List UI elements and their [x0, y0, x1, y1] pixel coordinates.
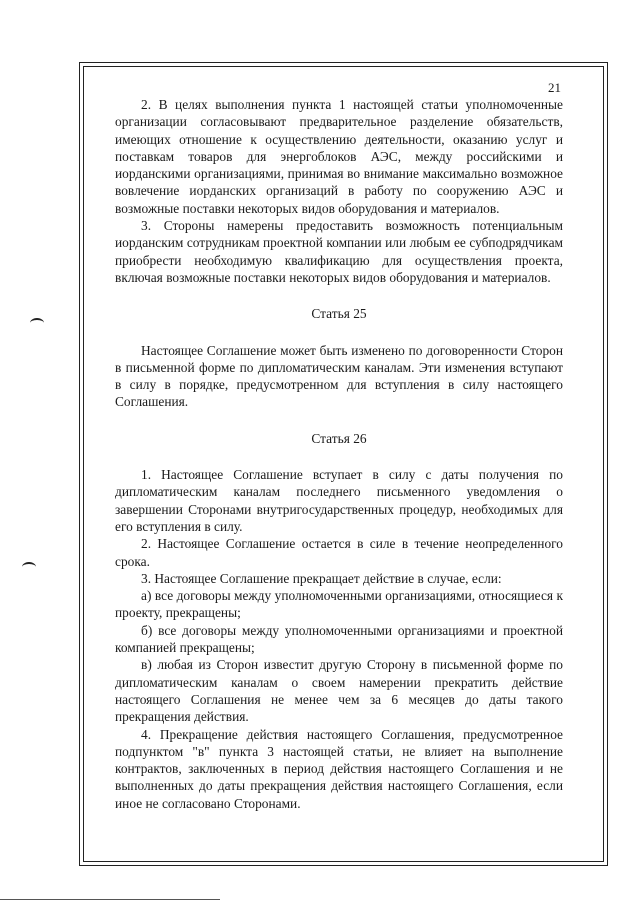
- paragraph: 3. Стороны намерены предоставить возможность потенциальным иорданским сотрудникам проектной компании или любым ее субподрядчикам приобрести необходимую квалификацию для осуществления проекта, включая возможные поставки некоторых видов оборудования и материалов.: [115, 218, 563, 285]
- paragraph: 2. Настоящее Соглашение остается в силе в течение неопределенного срока.: [115, 536, 563, 569]
- article-heading-25: Статья 25: [311, 306, 367, 322]
- paragraph: б) все договоры между уполномоченными организациями и проектной компанией прекращены;: [115, 622, 563, 656]
- binding-mark-top: [30, 318, 44, 328]
- article-heading-26: Статья 26: [311, 430, 367, 446]
- paragraph: в) любая из Сторон известит другую Сторону в письменной форме по дипломатическим каналам о своем намерении прекратить действие настоящего Соглашения не менее чем за 6 месяцев до даты такого прекращения действия.: [115, 657, 563, 725]
- page-number: 21: [548, 80, 561, 95]
- paragraph: Настоящее Соглашение может быть изменено по договоренности Сторон в письменной форме по дипломатическим каналам. Эти изменения вступают в силу в порядке, предусмотренном для вступления в силу настоящего Соглашения.: [115, 342, 563, 410]
- paragraph: 2. В целях выполнения пункта 1 настоящей статьи уполномоченные организации согласовывают предварительное разделение обязательств, имеющих отношение к осуществлению деятельности, оказанию услуг и поставкам товаров для энергоблоков АЭС, между российскими и иорданскими организациями, принимая во внимание максимально возможное вовлечение иорданских организаций в работу по сооружению АЭС и возможные поставки некоторых видов оборудования и материалов.: [115, 97, 563, 216]
- paragraph: а) все договоры между уполномоченными организациями, относящиеся к проекту, прекращены;: [115, 588, 563, 621]
- paragraph: 3. Настоящее Соглашение прекращает действие в случае, если:: [141, 570, 502, 586]
- paragraph: 4. Прекращение действия настоящего Соглашения, предусмотренное подпунктом "в" пункта 3 настоящей статьи, не влияет на выполнение контрактов, заключенных в период действия настоящего Соглашения и не выполненных до даты прекращения действия настоящего Соглашения, если иное не согласовано Сторонами.: [115, 726, 563, 811]
- binding-mark-bottom: [22, 562, 36, 572]
- document-body: [115, 96, 563, 812]
- paragraph: 1. Настоящее Соглашение вступает в силу с даты получения по дипломатическим каналам последнего письменного уведомления о завершении Сторонами внутригосударственных процедур, необходимых для его вступления в силу.: [115, 467, 563, 534]
- bottom-edge-line: [0, 899, 220, 900]
